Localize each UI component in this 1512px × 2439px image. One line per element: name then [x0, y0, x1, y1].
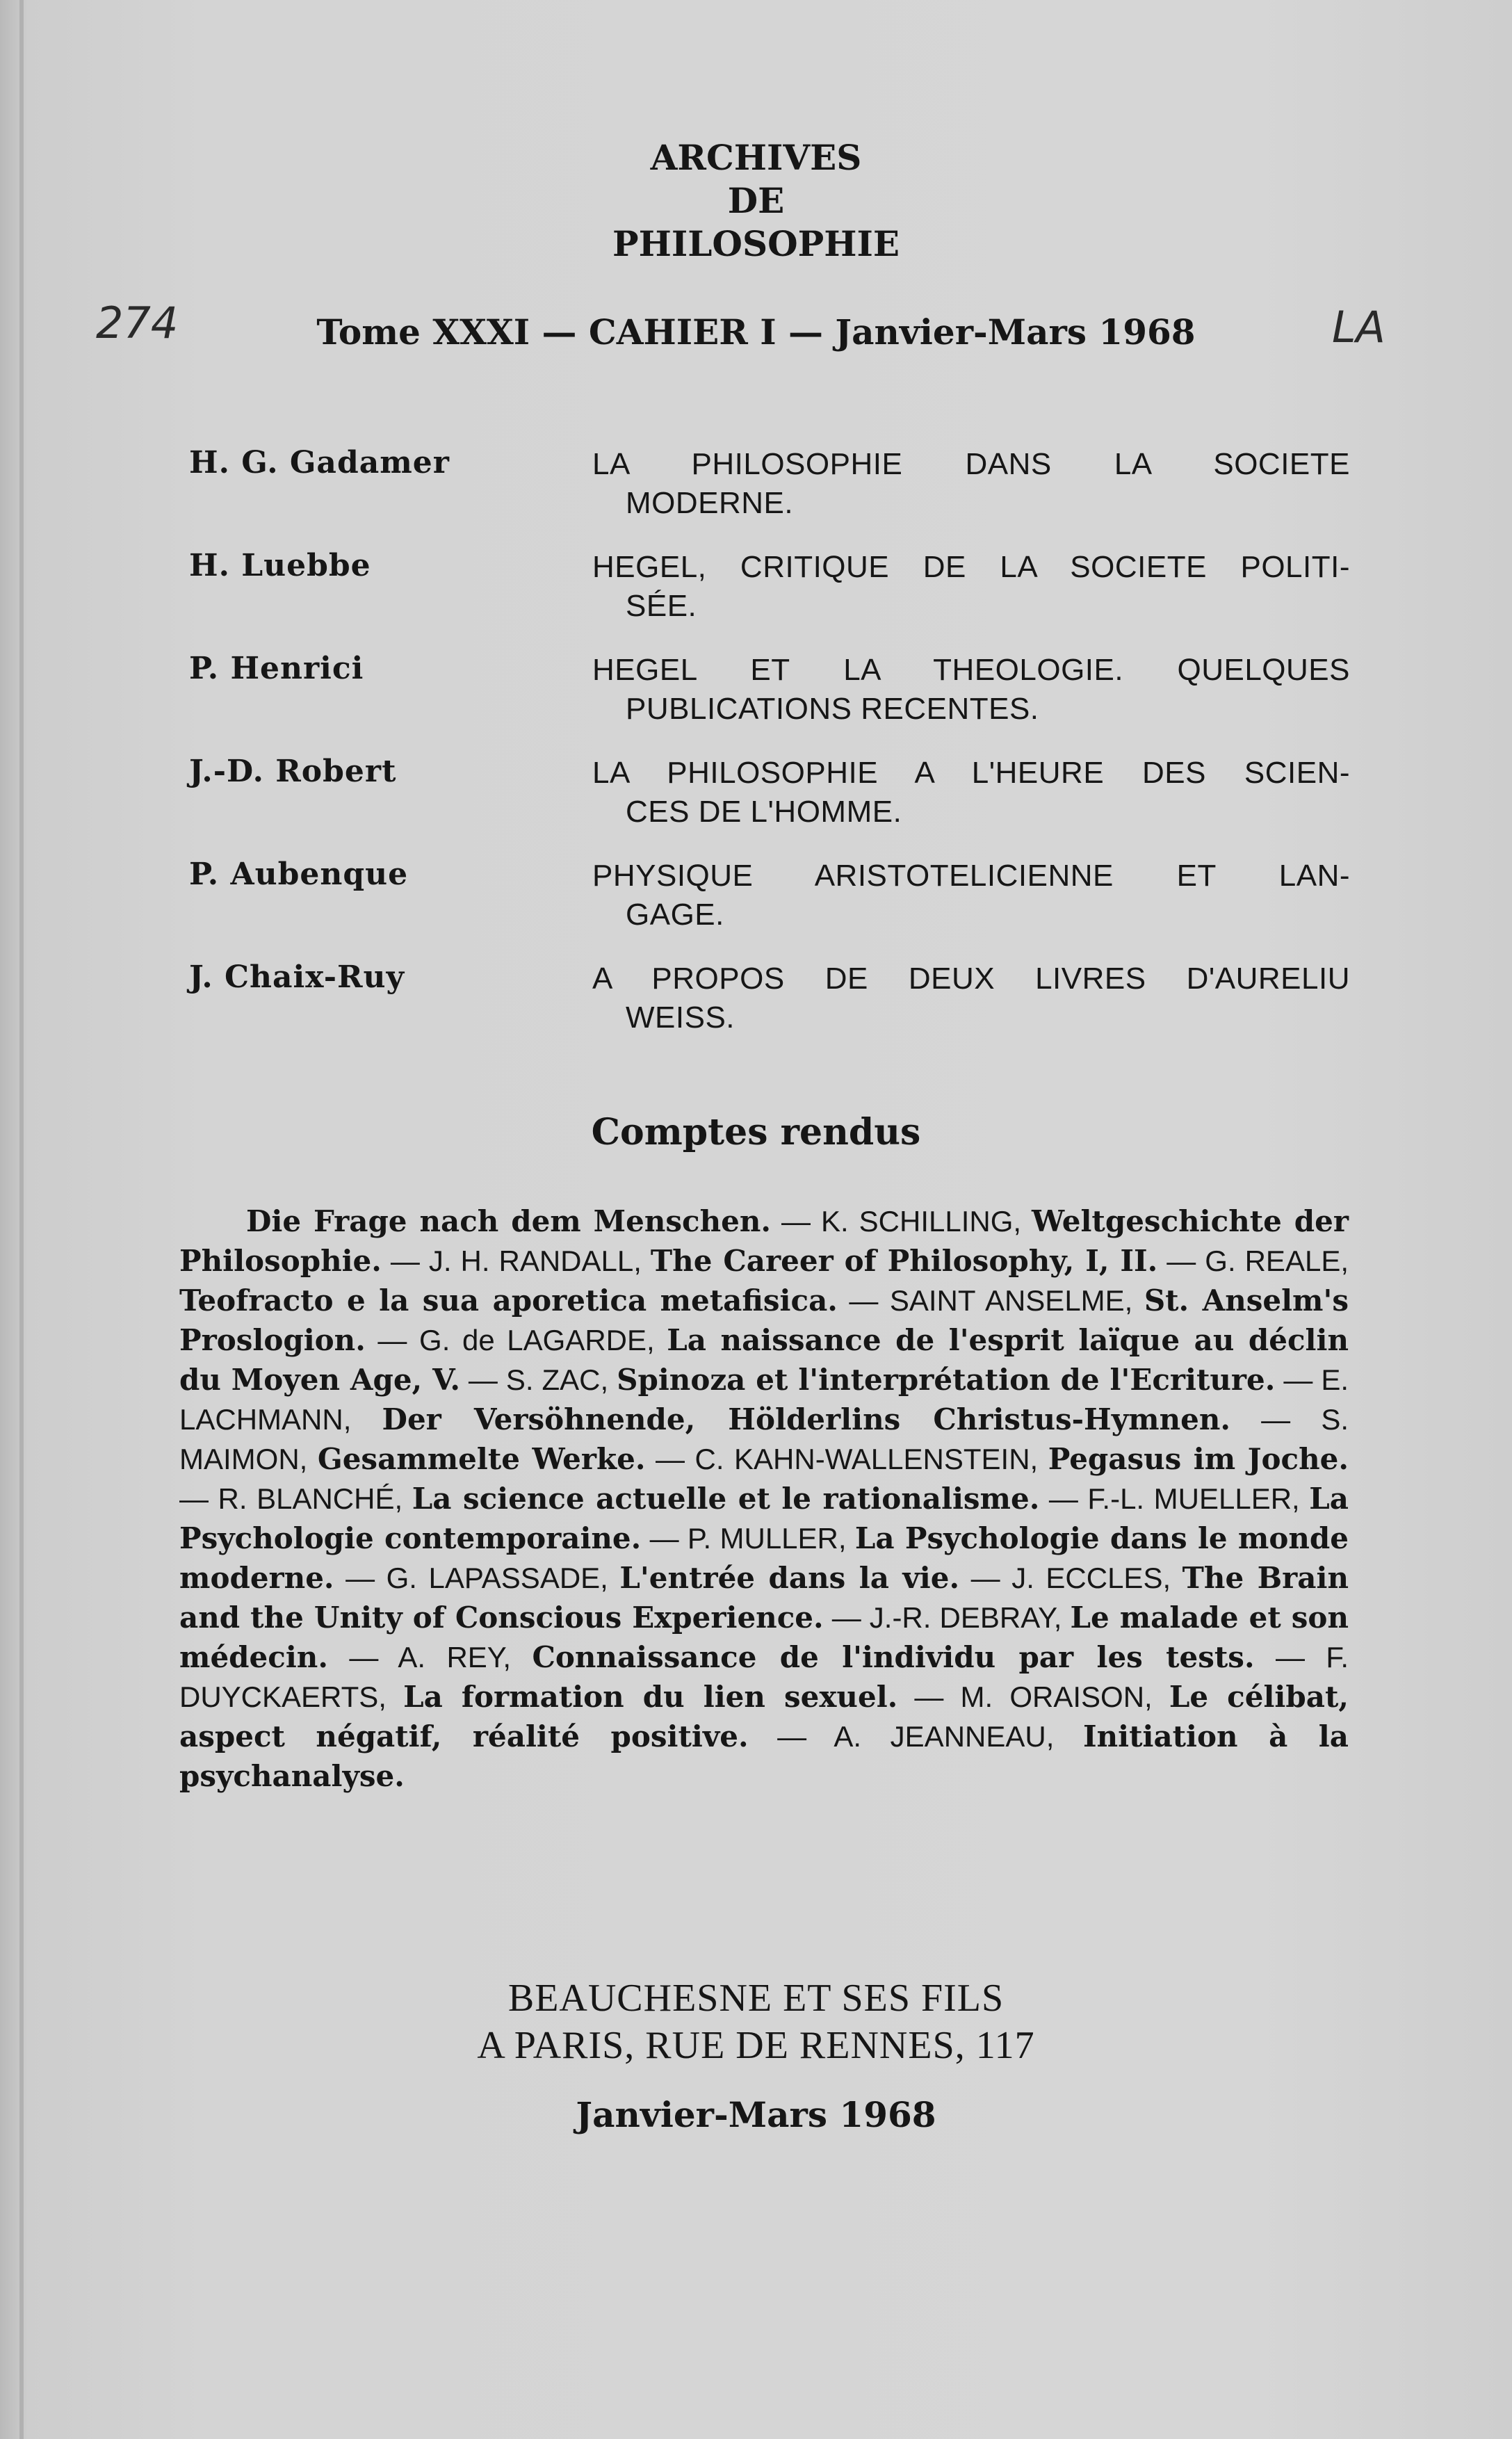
- toc-title-line-1: LA PHILOSOPHIE A L'HEURE DES SCIEN-: [592, 756, 1350, 790]
- review-separator: —: [1275, 1363, 1322, 1396]
- publisher-address: A PARIS, RUE DE RENNES, 117: [477, 2024, 1035, 2067]
- review-title: Pegasus im Joche.: [1048, 1442, 1349, 1476]
- review-separator: —: [771, 1205, 821, 1238]
- toc-entry: [189, 651, 1371, 754]
- journal-title-line-3: PHILOSOPHIE: [612, 223, 900, 264]
- toc-author: P. Henrici: [189, 651, 364, 686]
- review-title: Die Frage nach dem Menschen.: [246, 1204, 772, 1238]
- toc-entry: [189, 548, 1371, 651]
- review-author: J.-R. DEBRAY,: [869, 1601, 1071, 1634]
- review-separator: —: [1230, 1403, 1322, 1436]
- review-separator: —: [897, 1680, 961, 1713]
- review-separator: —: [641, 1522, 688, 1555]
- review-title: Initiation à la psychanalyse.: [179, 1719, 1349, 1793]
- toc-author: J.-D. Robert: [189, 754, 397, 789]
- toc-title-line-1: HEGEL ET LA THEOLOGIE. QUELQUES: [592, 653, 1350, 687]
- review-separator: —: [327, 1641, 398, 1674]
- review-author: R. BLANCHÉ,: [218, 1482, 412, 1515]
- review-author: J. ECCLES,: [1011, 1562, 1182, 1594]
- toc-title-line-2: WEISS.: [626, 1000, 735, 1035]
- journal-title-line-2: DE: [727, 180, 785, 221]
- review-author: G. de LAGARDE,: [419, 1324, 667, 1356]
- review-separator: —: [179, 1482, 218, 1515]
- review-author: K. SCHILLING,: [821, 1205, 1032, 1238]
- toc-title-line-1: PHYSIQUE ARISTOTELICIENNE ET LAN-: [592, 859, 1350, 893]
- toc-author: H. G. Gadamer: [189, 445, 450, 480]
- review-title: Le malade et son médecin.: [179, 1601, 1349, 1674]
- review-title: La Psychologie contemporaine.: [179, 1482, 1349, 1555]
- review-title: The Career of Philosophy, I, II.: [650, 1244, 1158, 1278]
- review-separator: —: [837, 1284, 890, 1317]
- review-author: A. REY,: [398, 1641, 533, 1674]
- review-author: F.-L. MUELLER,: [1087, 1482, 1310, 1515]
- reviews-paragraph: [179, 1201, 1349, 1796]
- review-separator: —: [381, 1245, 429, 1277]
- review-separator: —: [645, 1443, 695, 1475]
- publisher-name: BEAUCHESNE ET SES FILS: [507, 1977, 1005, 2020]
- review-title: La Psychologie dans le monde moderne.: [179, 1521, 1349, 1595]
- review-author: G. REALE,: [1205, 1245, 1349, 1277]
- review-separator: —: [1254, 1641, 1326, 1674]
- toc-author: J. Chaix-Ruy: [189, 959, 405, 995]
- toc-title-line-1: A PROPOS DE DEUX LIVRES D'AURELIU: [592, 962, 1350, 996]
- table-of-contents: [189, 445, 1371, 1062]
- review-author: E. LACHMANN,: [179, 1363, 1349, 1436]
- toc-title-line-2: GAGE.: [626, 898, 724, 932]
- review-title: La formation du lien sexuel.: [403, 1680, 898, 1714]
- handwritten-initials: LA: [1332, 302, 1385, 353]
- toc-title-line-2: CES DE L'HOMME.: [626, 795, 902, 829]
- review-author: F. DUYCKAERTS,: [179, 1641, 1349, 1713]
- publisher-block: [0, 1975, 1512, 2069]
- review-title: Der Versöhnende, Hölderlins Christus-Hymnen.: [382, 1402, 1231, 1436]
- toc-entry: [189, 959, 1371, 1062]
- review-author: S. ZAC,: [505, 1363, 617, 1396]
- toc-title-line-1: LA PHILOSOPHIE DANS LA SOCIETE: [592, 447, 1350, 481]
- review-separator: —: [460, 1363, 506, 1396]
- review-separator: —: [1039, 1482, 1088, 1515]
- binding-shadow: [19, 0, 24, 2439]
- toc-title-line-1: HEGEL, CRITIQUE DE LA SOCIETE POLITI-: [592, 550, 1350, 584]
- toc-entry: [189, 445, 1371, 548]
- review-author: A. JEANNEAU,: [834, 1720, 1083, 1753]
- review-title: Gesammelte Werke.: [317, 1442, 646, 1476]
- toc-author: P. Aubenque: [189, 857, 409, 892]
- review-author: G. LAPASSADE,: [386, 1562, 620, 1594]
- toc-entry: [189, 857, 1371, 959]
- toc-title-line-2: SÉE.: [626, 589, 697, 623]
- review-title: The Brain and the Unity of Conscious Experience.: [179, 1561, 1349, 1635]
- journal-title-line-1: ARCHIVES: [650, 137, 862, 178]
- review-author: M. ORAISON,: [960, 1680, 1169, 1713]
- review-title: La science actuelle et le rationalisme.: [412, 1482, 1040, 1516]
- review-author: P. MULLER,: [687, 1522, 855, 1555]
- review-title: Teofracto e la sua aporetica metafisica.: [179, 1283, 838, 1318]
- review-author: C. KAHN-WALLENSTEIN,: [694, 1443, 1048, 1475]
- review-title: La naissance de l'esprit laïque au déclin du Moyen Age, V.: [179, 1323, 1349, 1397]
- toc-author: H. Luebbe: [189, 548, 371, 583]
- review-author: S. MAIMON,: [179, 1403, 1349, 1475]
- review-author: SAINT ANSELME,: [889, 1284, 1144, 1317]
- journal-title: [0, 136, 1512, 266]
- review-title: L'entrée dans la vie.: [619, 1561, 960, 1595]
- reviews-heading: Comptes rendus: [591, 1111, 921, 1153]
- review-title: Weltgeschichte der Philosophie.: [179, 1204, 1349, 1278]
- review-title: St. Anselm's Proslogion.: [179, 1283, 1349, 1357]
- toc-title-line-2: PUBLICATIONS RECENTES.: [626, 692, 1039, 726]
- review-title: Le célibat, aspect négatif, réalité positive.: [179, 1680, 1349, 1753]
- review-separator: —: [823, 1601, 870, 1634]
- review-author: J. H. RANDALL,: [428, 1245, 651, 1277]
- review-separator: —: [365, 1324, 420, 1356]
- tome-line: Tome XXXI — CAHIER I — Janvier-Mars 1968: [316, 311, 1196, 353]
- review-separator: —: [959, 1562, 1012, 1594]
- review-title: Connaissance de l'individu par les tests.: [532, 1640, 1255, 1674]
- toc-title-line-2: MODERNE.: [626, 486, 794, 520]
- toc-entry: [189, 754, 1371, 857]
- review-separator: —: [748, 1720, 834, 1753]
- review-separator: —: [1157, 1245, 1205, 1277]
- handwritten-number: 274: [96, 298, 179, 348]
- review-separator: —: [334, 1562, 387, 1594]
- review-title: Spinoza et l'interprétation de l'Ecriture.: [617, 1363, 1276, 1397]
- issue-date: Janvier-Mars 1968: [576, 2094, 936, 2135]
